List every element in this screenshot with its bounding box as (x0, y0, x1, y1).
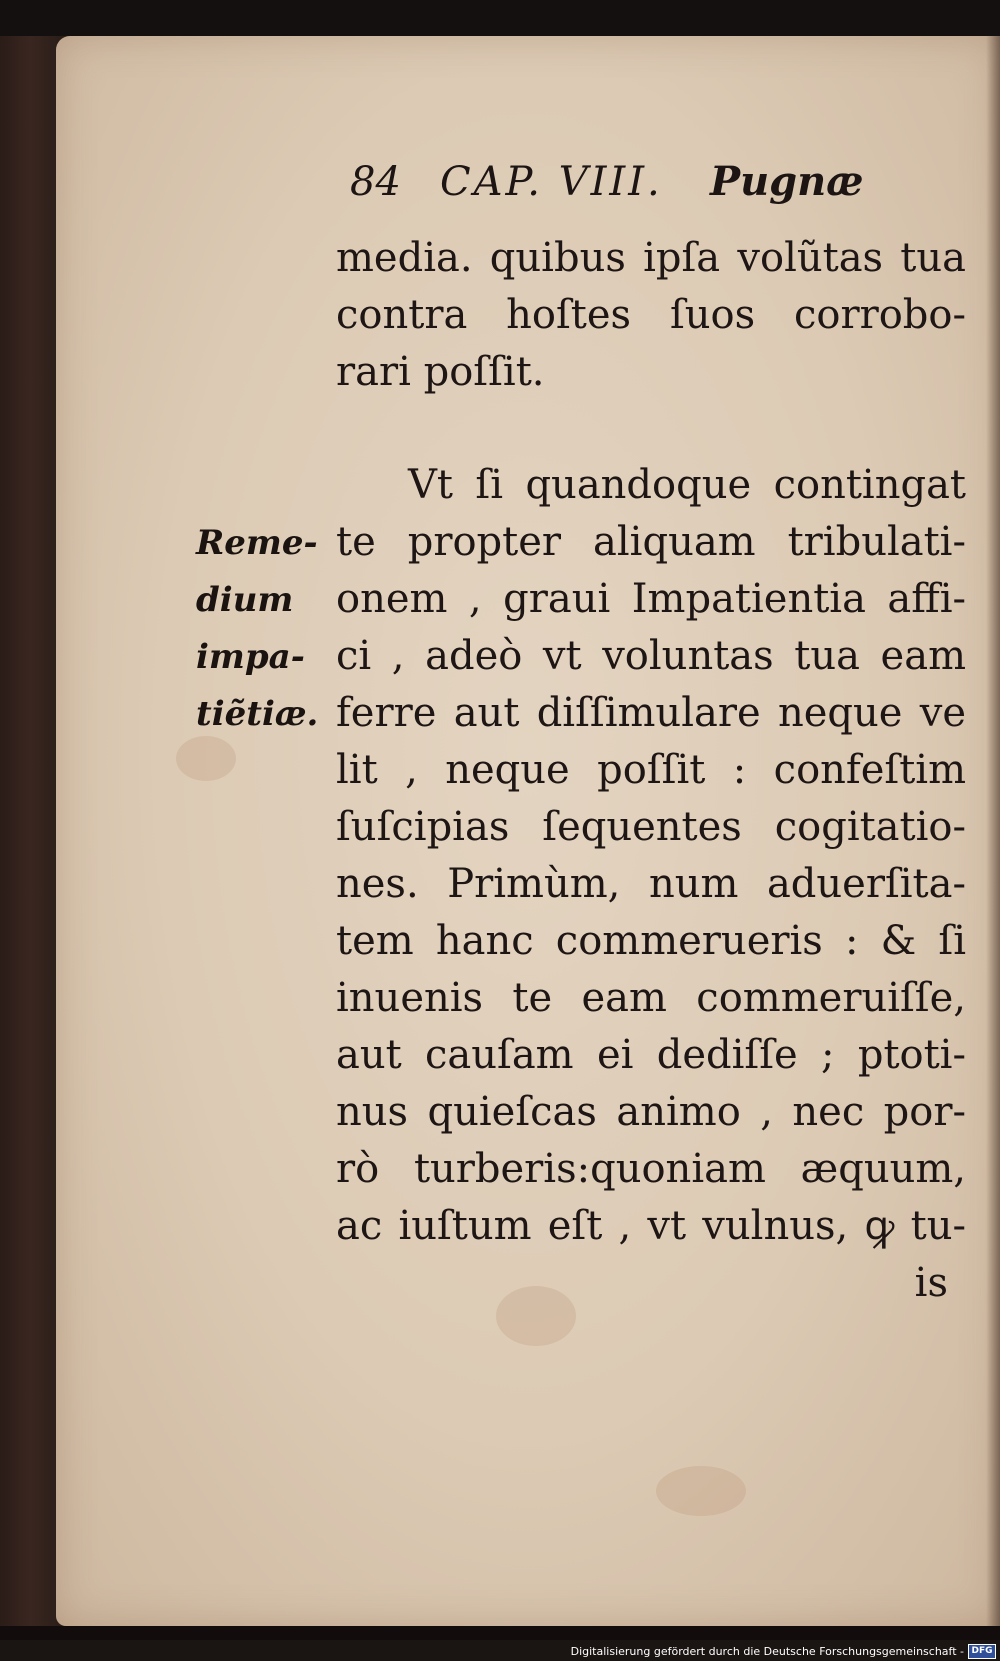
text-line: inuenis te eam commeruiſſe, (336, 975, 966, 1021)
text-line: nus quieſcas animo , nec por- (336, 1089, 966, 1135)
text-line: Vt ſi quandoque contingat (408, 462, 966, 508)
dfg-logo-icon: DFG (968, 1644, 996, 1659)
text-line: ferre aut diſſimulare neque ve (336, 690, 966, 736)
text-line: rò turberis:quoniam æquum, (336, 1146, 966, 1192)
running-title: Pugnæ (710, 158, 864, 205)
marginal-note-line: dium (196, 580, 294, 620)
page-edge-shadow (986, 36, 1000, 1626)
text-line: ſuſcipias ſequentes cogitatio- (336, 804, 966, 850)
paper-stain (656, 1466, 746, 1516)
text-line: onem , graui Impatientia affi- (336, 576, 966, 622)
body-text (336, 230, 966, 1312)
marginal-note (196, 515, 326, 743)
text-line: media. quibus ipſa volũtas tua (336, 235, 966, 281)
running-head (350, 158, 890, 218)
digitization-credit (571, 1643, 996, 1659)
scan-top-border (0, 0, 1000, 36)
scan-bottom-border (0, 1626, 1000, 1640)
text-line: te propter aliquam tribulati- (336, 519, 966, 565)
text-line: nes. Primùm, num aduerſita- (336, 861, 966, 907)
text-line: rari poſſit. (336, 349, 545, 395)
text-line: contra hoſtes ſuos corrobo- (336, 292, 966, 338)
text-line: ci , adeò vt voluntas tua eam (336, 633, 966, 679)
catchword: is (914, 1260, 948, 1306)
text-line: tem hanc commerueris : & ſi (336, 918, 966, 964)
credit-text: Digitalisierung gefördert durch die Deutsche Forschungsgemeinschaft - (570, 1644, 964, 1658)
chapter-label: CAP. VIII. (440, 159, 663, 205)
marginal-note-line: tiẽtiæ. (196, 694, 319, 734)
marginal-note-line: Reme- (196, 523, 318, 563)
text-line: lit , neque poſſit : confeſtim (336, 747, 966, 793)
text-line: aut cauſam ei dediſſe ; ptoti- (336, 1032, 966, 1078)
page-number: 84 (350, 159, 401, 205)
text-line: ac iuſtum eſt , vt vulnus, ꝙ tu- (336, 1203, 966, 1249)
paragraph-gap (336, 401, 966, 457)
marginal-note-line: impa- (196, 637, 305, 677)
